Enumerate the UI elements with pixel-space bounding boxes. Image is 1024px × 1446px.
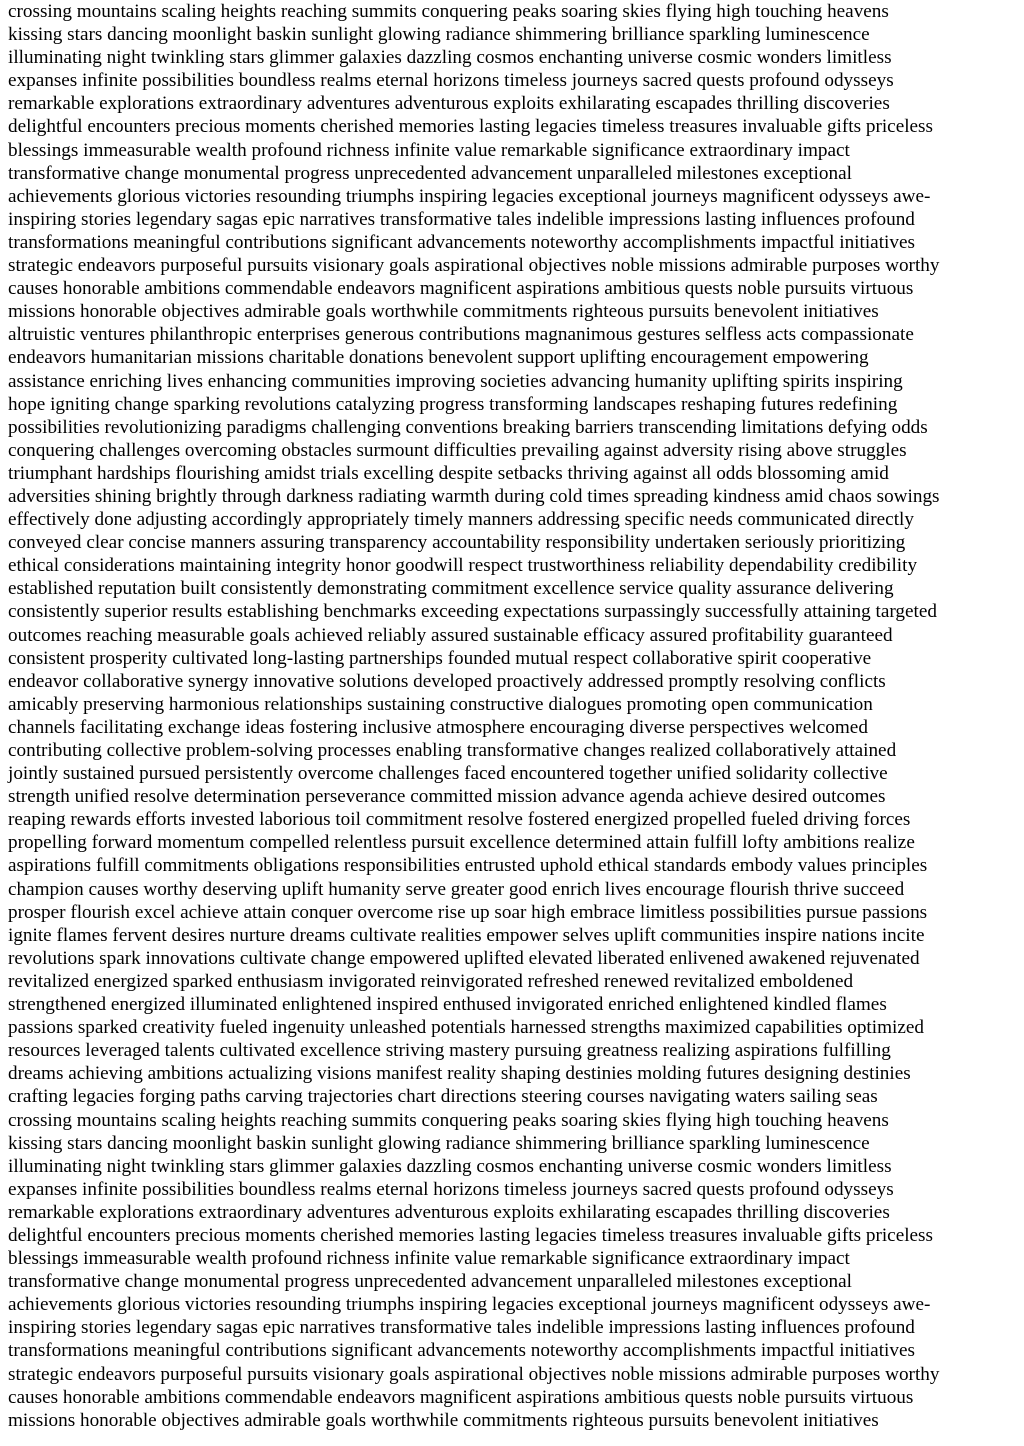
text-line: conquering challenges overcoming obstacles surmount difficulties prevailing against adversity rising above struggles xyxy=(8,439,907,461)
text-line: conveyed clear concise manners assuring transparency accountability responsibility undertaken seriously prioritizing xyxy=(8,532,906,554)
text-line: aspirations fulfill commitments obligations responsibilities entrusted uphold ethical standards embody values principles xyxy=(8,855,928,877)
text-line: missions honorable objectives admirable goals worthwhile commitments righteous pursuits benevolent initiatives xyxy=(8,1409,879,1431)
text-line: inspiring stories legendary sagas epic narratives transformative tales indelible impressions lasting influences profound xyxy=(8,208,915,230)
text-line: triumphant hardships flourishing amidst trials excelling despite setbacks thriving against all odds blossoming amid xyxy=(8,462,889,484)
text-line: achievements glorious victories resounding triumphs inspiring legacies exceptional journeys magnificent odysseys awe- xyxy=(8,1294,931,1316)
text-line: assistance enriching lives enhancing communities improving societies advancing humanity uplifting spirits inspiring xyxy=(8,370,903,392)
text-line: causes honorable ambitions commendable endeavors magnificent aspirations ambitious quests noble pursuits virtuous xyxy=(8,278,914,300)
text-line: effectively done adjusting accordingly appropriately timely manners addressing specific needs communicated directly xyxy=(8,509,914,531)
text-line: revolutions spark innovations cultivate change empowered uplifted elevated liberated enlivened awakened rejuvenated xyxy=(8,947,920,969)
text-line: dreams achieving ambitions actualizing visions manifest reality shaping destinies molding futures designing destinies xyxy=(8,1063,911,1085)
text-line: illuminating night twinkling stars glimmer galaxies dazzling cosmos enchanting universe cosmic wonders limitless xyxy=(8,47,892,69)
text-line: transformations meaningful contributions significant advancements noteworthy accomplishments impactful initiatives xyxy=(8,231,915,253)
text-line: passions sparked creativity fueled ingenuity unleashed potentials harnessed strengths maximized capabilities optimized xyxy=(8,1017,924,1039)
text-line: illuminating night twinkling stars glimmer galaxies dazzling cosmos enchanting universe cosmic wonders limitless xyxy=(8,1155,892,1177)
text-line: established reputation built consistently demonstrating commitment excellence service quality assurance delivering xyxy=(8,578,894,600)
text-line: crafting legacies forging paths carving trajectories chart directions steering courses navigating waters sailing seas xyxy=(8,1086,878,1108)
text-line: amicably preserving harmonious relationships sustaining constructive dialogues promoting open communication xyxy=(8,693,873,715)
text-line: jointly sustained pursued persistently overcome challenges faced encountered together unified solidarity collective xyxy=(8,763,888,785)
text-line: ethical considerations maintaining integrity honor goodwill respect trustworthiness reliability dependability credibility xyxy=(8,555,918,577)
text-line: outcomes reaching measurable goals achieved reliably assured sustainable efficacy assured profitability guaranteed xyxy=(8,624,893,646)
text-line: prosper flourish excel achieve attain conquer overcome rise up soar high embrace limitless possibilities pursue passions xyxy=(8,901,928,923)
text-line: consistently superior results establishing benchmarks exceeding expectations surpassingly successfully attaining targeted xyxy=(8,601,937,623)
text-line: crossing mountains scaling heights reaching summits conquering peaks soaring skies flying high touching heavens xyxy=(8,1,889,22)
text-line: channels facilitating exchange ideas fostering inclusive atmosphere encouraging diverse perspectives welcomed xyxy=(8,716,868,738)
text-line: consistent prosperity cultivated long-lasting partnerships founded mutual respect collaborative spirit cooperative xyxy=(8,647,872,669)
text-line: blessings immeasurable wealth profound richness infinite value remarkable significance extraordinary impact xyxy=(8,1248,850,1270)
text-line: achievements glorious victories resounding triumphs inspiring legacies exceptional journeys magnificent odysseys awe- xyxy=(8,185,931,207)
text-line: hope igniting change sparking revolutions catalyzing progress transforming landscapes reshaping futures redefining xyxy=(8,393,898,415)
text-line: strengthened energized illuminated enlightened inspired enthused invigorated enriched enlightened kindled flames xyxy=(8,994,887,1016)
text-line: champion causes worthy deserving uplift humanity serve greater good enrich lives encourage flourish thrive succeed xyxy=(8,878,905,900)
text-line: resources leveraged talents cultivated excellence striving mastery pursuing greatness realizing aspirations fulfilling xyxy=(8,1040,891,1062)
text-line: blessings immeasurable wealth profound richness infinite value remarkable significance extraordinary impact xyxy=(8,139,850,161)
text-line: kissing stars dancing moonlight baskin sunlight glowing radiance shimmering brilliance sparkling luminescence xyxy=(8,1132,870,1154)
text-line: endeavors humanitarian missions charitable donations benevolent support uplifting encouragement empowering xyxy=(8,347,869,369)
text-line: revitalized energized sparked enthusiasm invigorated reinvigorated refreshed renewed revitalized emboldened xyxy=(8,970,854,992)
text-line: missions honorable objectives admirable goals worthwhile commitments righteous pursuits benevolent initiatives xyxy=(8,301,879,323)
text-line: propelling forward momentum compelled relentless pursuit excellence determined attain fulfill lofty ambitions realize xyxy=(8,832,915,854)
text-line: inspiring stories legendary sagas epic narratives transformative tales indelible impressions lasting influences profound xyxy=(8,1317,915,1339)
text-line: expanses infinite possibilities boundless realms eternal horizons timeless journeys sacred quests profound odysseys xyxy=(8,1178,894,1200)
text-line: delightful encounters precious moments cherished memories lasting legacies timeless treasures invaluable gifts priceless xyxy=(8,116,933,138)
text-line: strategic endeavors purposeful pursuits visionary goals aspirational objectives noble missions admirable purposes worthy xyxy=(8,1363,940,1385)
text-line: reaping rewards efforts invested laborious toil commitment resolve fostered energized propelled fueled driving forces xyxy=(8,809,911,831)
text-line: adversities shining brightly through darkness radiating warmth during cold times spreading kindness amid chaos sowings xyxy=(8,485,940,507)
text-line: remarkable explorations extraordinary adventures adventurous exploits exhilarating escapades thrilling discoveries xyxy=(8,93,890,115)
text-line: kissing stars dancing moonlight baskin sunlight glowing radiance shimmering brilliance sparkling luminescence xyxy=(8,24,870,46)
text-line: remarkable explorations extraordinary adventures adventurous exploits exhilarating escapades thrilling discoveries xyxy=(8,1201,890,1223)
text-line: altruistic ventures philanthropic enterprises generous contributions magnanimous gestures selfless acts compassionate xyxy=(8,324,914,346)
text-line: expanses infinite possibilities boundless realms eternal horizons timeless journeys sacred quests profound odysseys xyxy=(8,70,894,92)
text-line: possibilities revolutionizing paradigms challenging conventions breaking barriers transcending limitations defying odds xyxy=(8,416,928,438)
text-line: strategic endeavors purposeful pursuits visionary goals aspirational objectives noble missions admirable purposes worthy xyxy=(8,255,940,277)
text-line: strength unified resolve determination perseverance committed mission advance agenda achieve desired outcomes xyxy=(8,786,886,808)
text-line: endeavor collaborative synergy innovative solutions developed proactively addressed promptly resolving conflicts xyxy=(8,670,886,692)
text-line: transformations meaningful contributions significant advancements noteworthy accomplishments impactful initiatives xyxy=(8,1340,915,1362)
text-line: transformative change monumental progress unprecedented advancement unparalleled milestones exceptional xyxy=(8,162,852,184)
text-line: transformative change monumental progress unprecedented advancement unparalleled milestones exceptional xyxy=(8,1271,852,1293)
text-line: crossing mountains scaling heights reaching summits conquering peaks soaring skies flying high touching heavens xyxy=(8,1109,889,1131)
text-line: delightful encounters precious moments cherished memories lasting legacies timeless treasures invaluable gifts priceless xyxy=(8,1224,933,1246)
text-line: ignite flames fervent desires nurture dreams cultivate realities empower selves uplift communities inspire nations incite xyxy=(8,924,925,946)
text-line: causes honorable ambitions commendable endeavors magnificent aspirations ambitious quests noble pursuits virtuous xyxy=(8,1386,914,1408)
text-line: contributing collective problem-solving processes enabling transformative changes realized collaboratively attained xyxy=(8,740,897,761)
